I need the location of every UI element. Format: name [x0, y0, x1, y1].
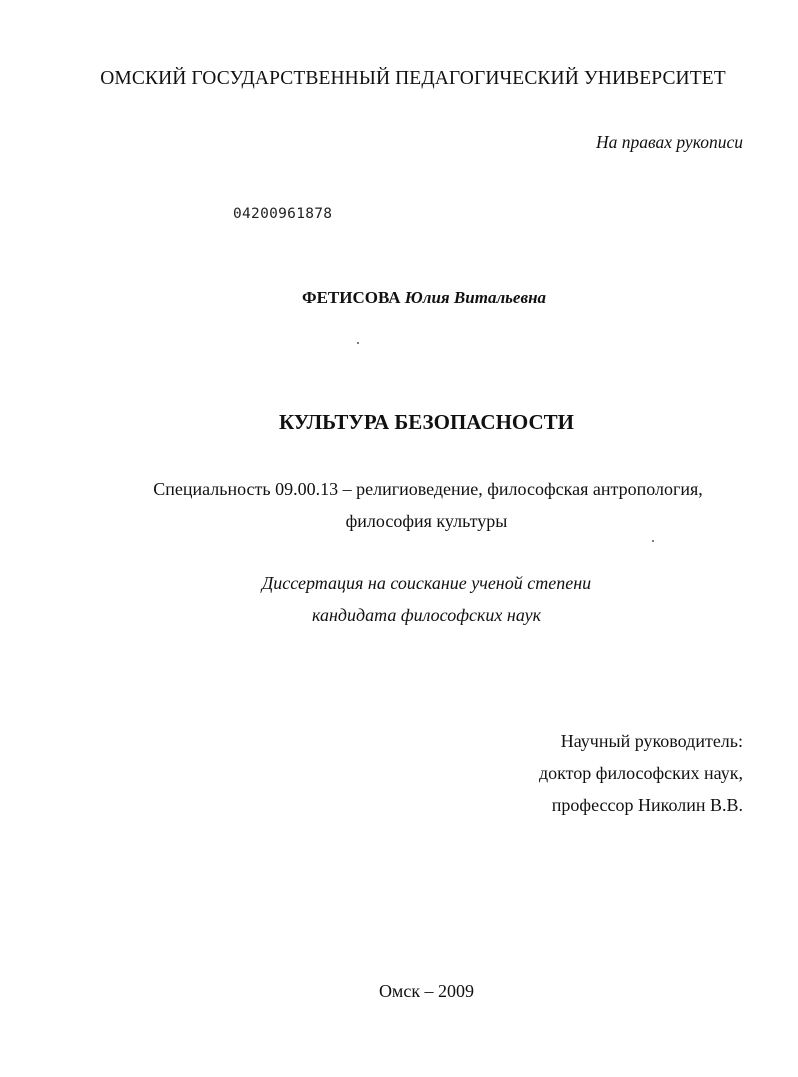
scan-speck: [357, 342, 359, 344]
manuscript-note: На правах рукописи: [596, 132, 743, 152]
supervisor-degree: доктор философских наук,: [539, 763, 743, 783]
author-surname: ФЕТИСОВА: [301, 288, 401, 307]
place-year: Омск – 2009: [378, 981, 475, 1001]
supervisor-label: Научный руководитель:: [560, 731, 743, 751]
author-given-names: Юлия Витальевна: [404, 288, 547, 307]
scan-speck: [652, 540, 654, 542]
author-name: [0, 288, 798, 308]
dissertation-title: КУЛЬТУРА БЕЗОПАСНОСТИ: [279, 410, 574, 434]
catalog-code: 04200961878: [233, 206, 333, 222]
specialty-line-2: философия культуры: [345, 511, 508, 531]
dissertation-type-line-2: кандидата философских наук: [312, 605, 541, 625]
specialty-line-1: Специальность 09.00.13 – религиоведение, философская антропология,: [153, 479, 703, 499]
dissertation-type-line-1: Диссертация на соискание ученой степени: [261, 573, 592, 593]
supervisor-name: профессор Николин В.В.: [551, 795, 743, 815]
university-name: ОМСКИЙ ГОСУДАРСТВЕННЫЙ ПЕДАГОГИЧЕСКИЙ УНИВЕРСИТЕТ: [100, 68, 726, 89]
